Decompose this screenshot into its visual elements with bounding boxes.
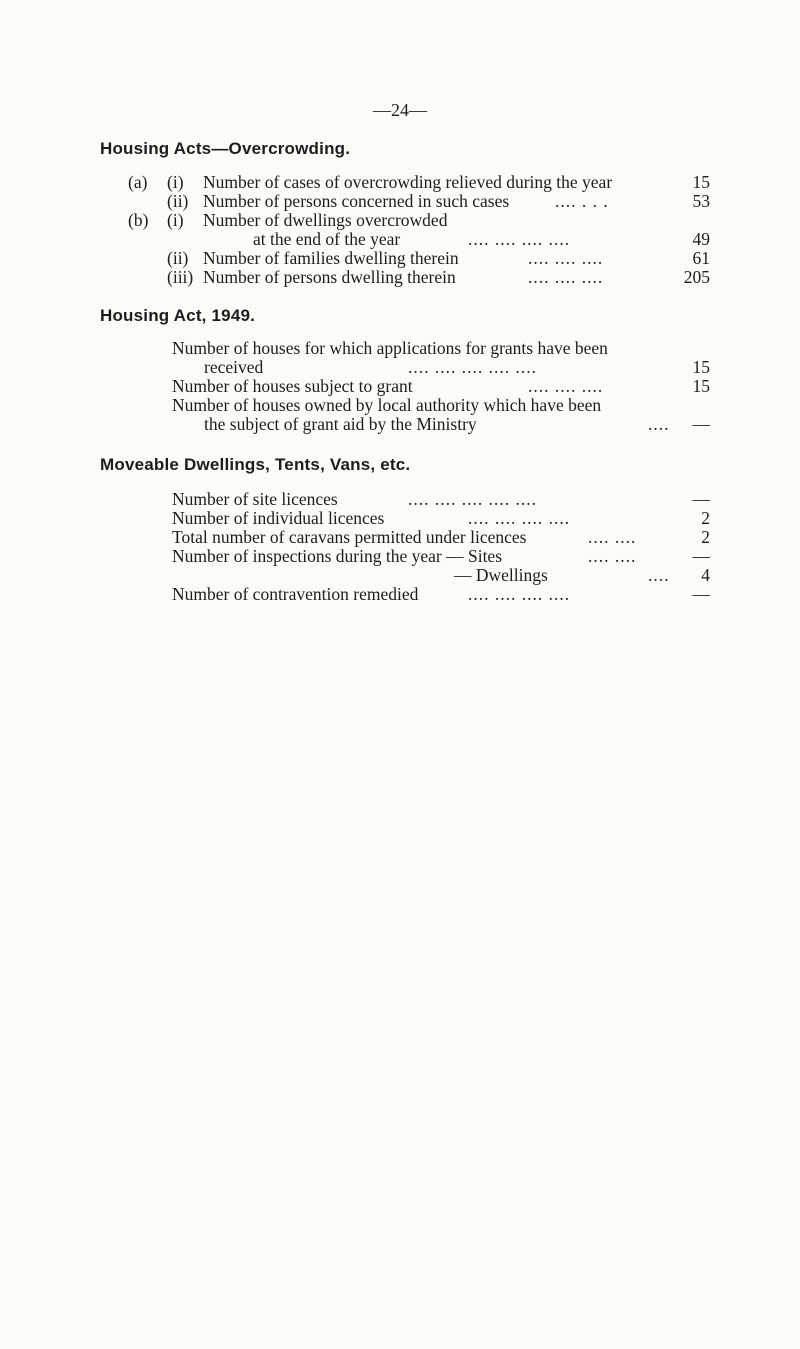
- leader-dots: .... .... ....: [528, 376, 604, 396]
- row-text: Number of persons concerned in such cases: [203, 191, 510, 211]
- row-text: Number of inspections during the year — Sites: [172, 546, 503, 566]
- row-text: received: [204, 357, 264, 377]
- row-text: Number of site licences: [172, 489, 338, 509]
- row-value: —: [692, 414, 710, 434]
- row-text: Number of houses for which applications for grants have been: [172, 338, 608, 358]
- leader-dots: ....: [648, 565, 670, 585]
- leader-dots: .... .... .... ....: [468, 584, 571, 604]
- leader-dots: .... .... .... ....: [468, 229, 571, 249]
- row-sub-label: (i): [167, 172, 184, 192]
- row-text: the subject of grant aid by the Ministry: [204, 414, 477, 434]
- row-value: —: [692, 584, 710, 604]
- row-text: Number of dwellings overcrowded: [203, 210, 448, 230]
- leader-dots: .... ....: [588, 527, 637, 547]
- section-heading-moveable-dwellings: Moveable Dwellings, Tents, Vans, etc.: [100, 455, 411, 474]
- row-value: —: [692, 489, 710, 509]
- row-sub-label: (ii): [167, 191, 189, 211]
- row-text: Number of cases of overcrowding relieved during the year: [203, 172, 613, 192]
- section-heading-housing-act-1949: Housing Act, 1949.: [100, 306, 256, 325]
- row-label: (b): [128, 210, 149, 230]
- row-value: 53: [692, 191, 710, 211]
- row-label: (a): [128, 172, 148, 192]
- row-text: Total number of caravans permitted under licences: [172, 527, 527, 547]
- page-number: —24—: [373, 100, 427, 120]
- leader-dots: .... . . .: [555, 191, 609, 211]
- row-value: 15: [692, 376, 710, 396]
- row-text: Number of persons dwelling therein: [203, 267, 456, 287]
- leader-dots: .... .... ....: [528, 267, 604, 287]
- row-text: — Dwellings: [454, 565, 548, 585]
- row-text: at the end of the year: [253, 229, 401, 249]
- leader-dots: .... .... .... .... ....: [408, 489, 537, 509]
- row-value: 2: [701, 527, 710, 547]
- row-sub-label: (ii): [167, 248, 189, 268]
- leader-dots: .... .... ....: [528, 248, 604, 268]
- row-text: Number of families dwelling therein: [203, 248, 459, 268]
- row-text: Number of individual licences: [172, 508, 385, 528]
- row-text: Number of houses subject to grant: [172, 376, 413, 396]
- row-value: 15: [692, 172, 710, 192]
- row-value: 49: [692, 229, 710, 249]
- row-value: 61: [692, 248, 710, 268]
- leader-dots: .... ....: [588, 546, 637, 566]
- section-heading-overcrowding: Housing Acts—Overcrowding.: [100, 139, 351, 158]
- row-value: 2: [701, 508, 710, 528]
- leader-dots: .... .... .... ....: [468, 508, 571, 528]
- row-value: 205: [683, 267, 710, 287]
- row-value: 4: [701, 565, 710, 585]
- row-text: Number of contravention remedied: [172, 584, 419, 604]
- leader-dots: ....: [648, 414, 670, 434]
- row-value: —: [692, 546, 710, 566]
- leader-dots: .... .... .... .... ....: [408, 357, 537, 377]
- row-sub-label: (i): [167, 210, 184, 230]
- row-sub-label: (iii): [167, 267, 194, 287]
- row-text: Number of houses owned by local authority which have been: [172, 395, 602, 415]
- row-value: 15: [692, 357, 710, 377]
